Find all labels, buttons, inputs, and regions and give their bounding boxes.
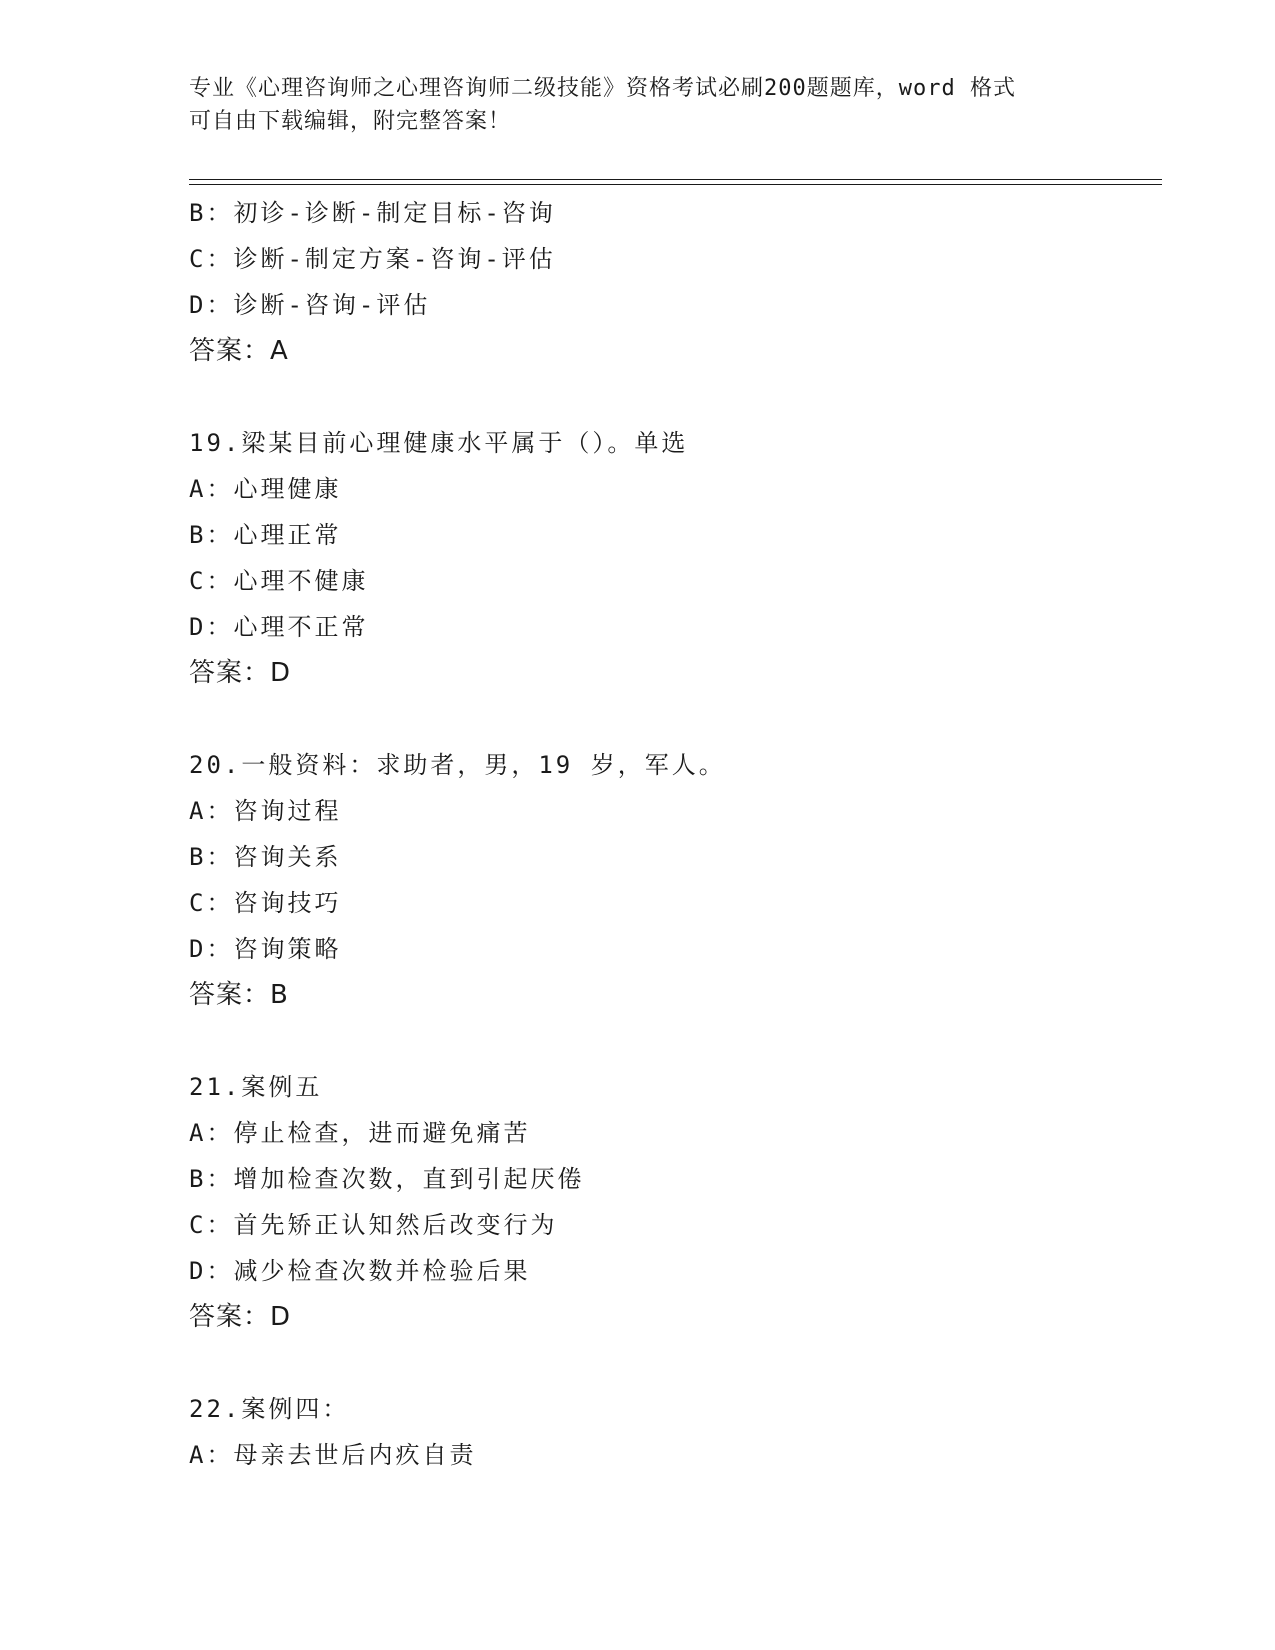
answer-line: 答案：A: [189, 336, 289, 366]
option-label: A：: [189, 1441, 234, 1469]
option-label: C：: [189, 245, 234, 273]
option-label: C：: [189, 889, 234, 917]
spacer: [189, 374, 1169, 420]
spacer: [189, 1340, 1169, 1386]
answer-line: 答案：B: [189, 980, 289, 1010]
option-text: 母亲去世后内疚自责: [233, 1441, 477, 1469]
question-block-22: [189, 1386, 1169, 1478]
option-label: B：: [189, 843, 234, 871]
question-block-20: [189, 742, 1169, 1018]
option-text: 心理不正常: [233, 613, 369, 641]
option-a: [189, 1432, 1169, 1478]
header-divider-bottom: [189, 184, 1162, 185]
question-stem: 19.梁某目前心理健康水平属于（）。单选: [189, 429, 689, 457]
option-label: B：: [189, 521, 234, 549]
document-header: [189, 72, 1089, 138]
spacer: [189, 1018, 1169, 1064]
option-b: [189, 190, 1169, 236]
option-text: 咨询关系: [233, 843, 342, 871]
option-text: 咨询技巧: [233, 889, 342, 917]
question-block-21: [189, 1064, 1169, 1340]
question-stem: 21.案例五: [189, 1073, 323, 1101]
option-text: 心理不健康: [233, 567, 369, 595]
option-c: [189, 558, 1169, 604]
option-text: 减少检查次数并检验后果: [233, 1257, 531, 1285]
option-c: [189, 880, 1169, 926]
option-text: 咨询策略: [233, 935, 342, 963]
option-label: D：: [189, 291, 234, 319]
option-text: 咨询过程: [233, 797, 342, 825]
option-label: A：: [189, 475, 234, 503]
option-label: A：: [189, 1119, 234, 1147]
option-text: 停止检查，进而避免痛苦: [233, 1119, 531, 1147]
option-b: [189, 1156, 1169, 1202]
option-label: A：: [189, 797, 234, 825]
option-d: [189, 604, 1169, 650]
option-a: [189, 466, 1169, 512]
option-text: 初诊-诊断-制定目标-咨询: [233, 199, 556, 227]
option-d: [189, 926, 1169, 972]
question-block-18: [189, 190, 1169, 374]
answer-line: 答案：D: [189, 1302, 292, 1332]
answer-line: 答案：D: [189, 658, 292, 688]
option-d: [189, 1248, 1169, 1294]
question-block-19: [189, 420, 1169, 696]
option-label: C：: [189, 567, 234, 595]
option-text: 诊断-咨询-评估: [233, 291, 431, 319]
option-label: D：: [189, 613, 234, 641]
option-text: 增加检查次数，直到引起厌倦: [233, 1165, 585, 1193]
option-text: 心理正常: [233, 521, 342, 549]
option-d: [189, 282, 1169, 328]
question-stem: 20.一般资料：求助者，男，19 岁，军人。: [189, 751, 726, 779]
option-c: [189, 236, 1169, 282]
option-b: [189, 512, 1169, 558]
option-a: [189, 788, 1169, 834]
option-label: D：: [189, 935, 234, 963]
option-c: [189, 1202, 1169, 1248]
question-list: [189, 190, 1169, 1478]
option-label: D：: [189, 1257, 234, 1285]
option-label: B：: [189, 199, 234, 227]
option-b: [189, 834, 1169, 880]
question-stem: 22.案例四：: [189, 1395, 350, 1423]
option-text: 心理健康: [233, 475, 342, 503]
option-label: B：: [189, 1165, 234, 1193]
spacer: [189, 696, 1169, 742]
header-divider-top: [189, 179, 1162, 180]
option-a: [189, 1110, 1169, 1156]
option-text: 首先矫正认知然后改变行为: [233, 1211, 558, 1239]
header-line-1: 专业《心理咨询师之心理咨询师二级技能》资格考试必刷200题题库，word 格式: [189, 76, 1016, 101]
header-line-2: 可自由下载编辑，附完整答案！: [189, 109, 512, 134]
option-text: 诊断-制定方案-咨询-评估: [233, 245, 556, 273]
option-label: C：: [189, 1211, 234, 1239]
